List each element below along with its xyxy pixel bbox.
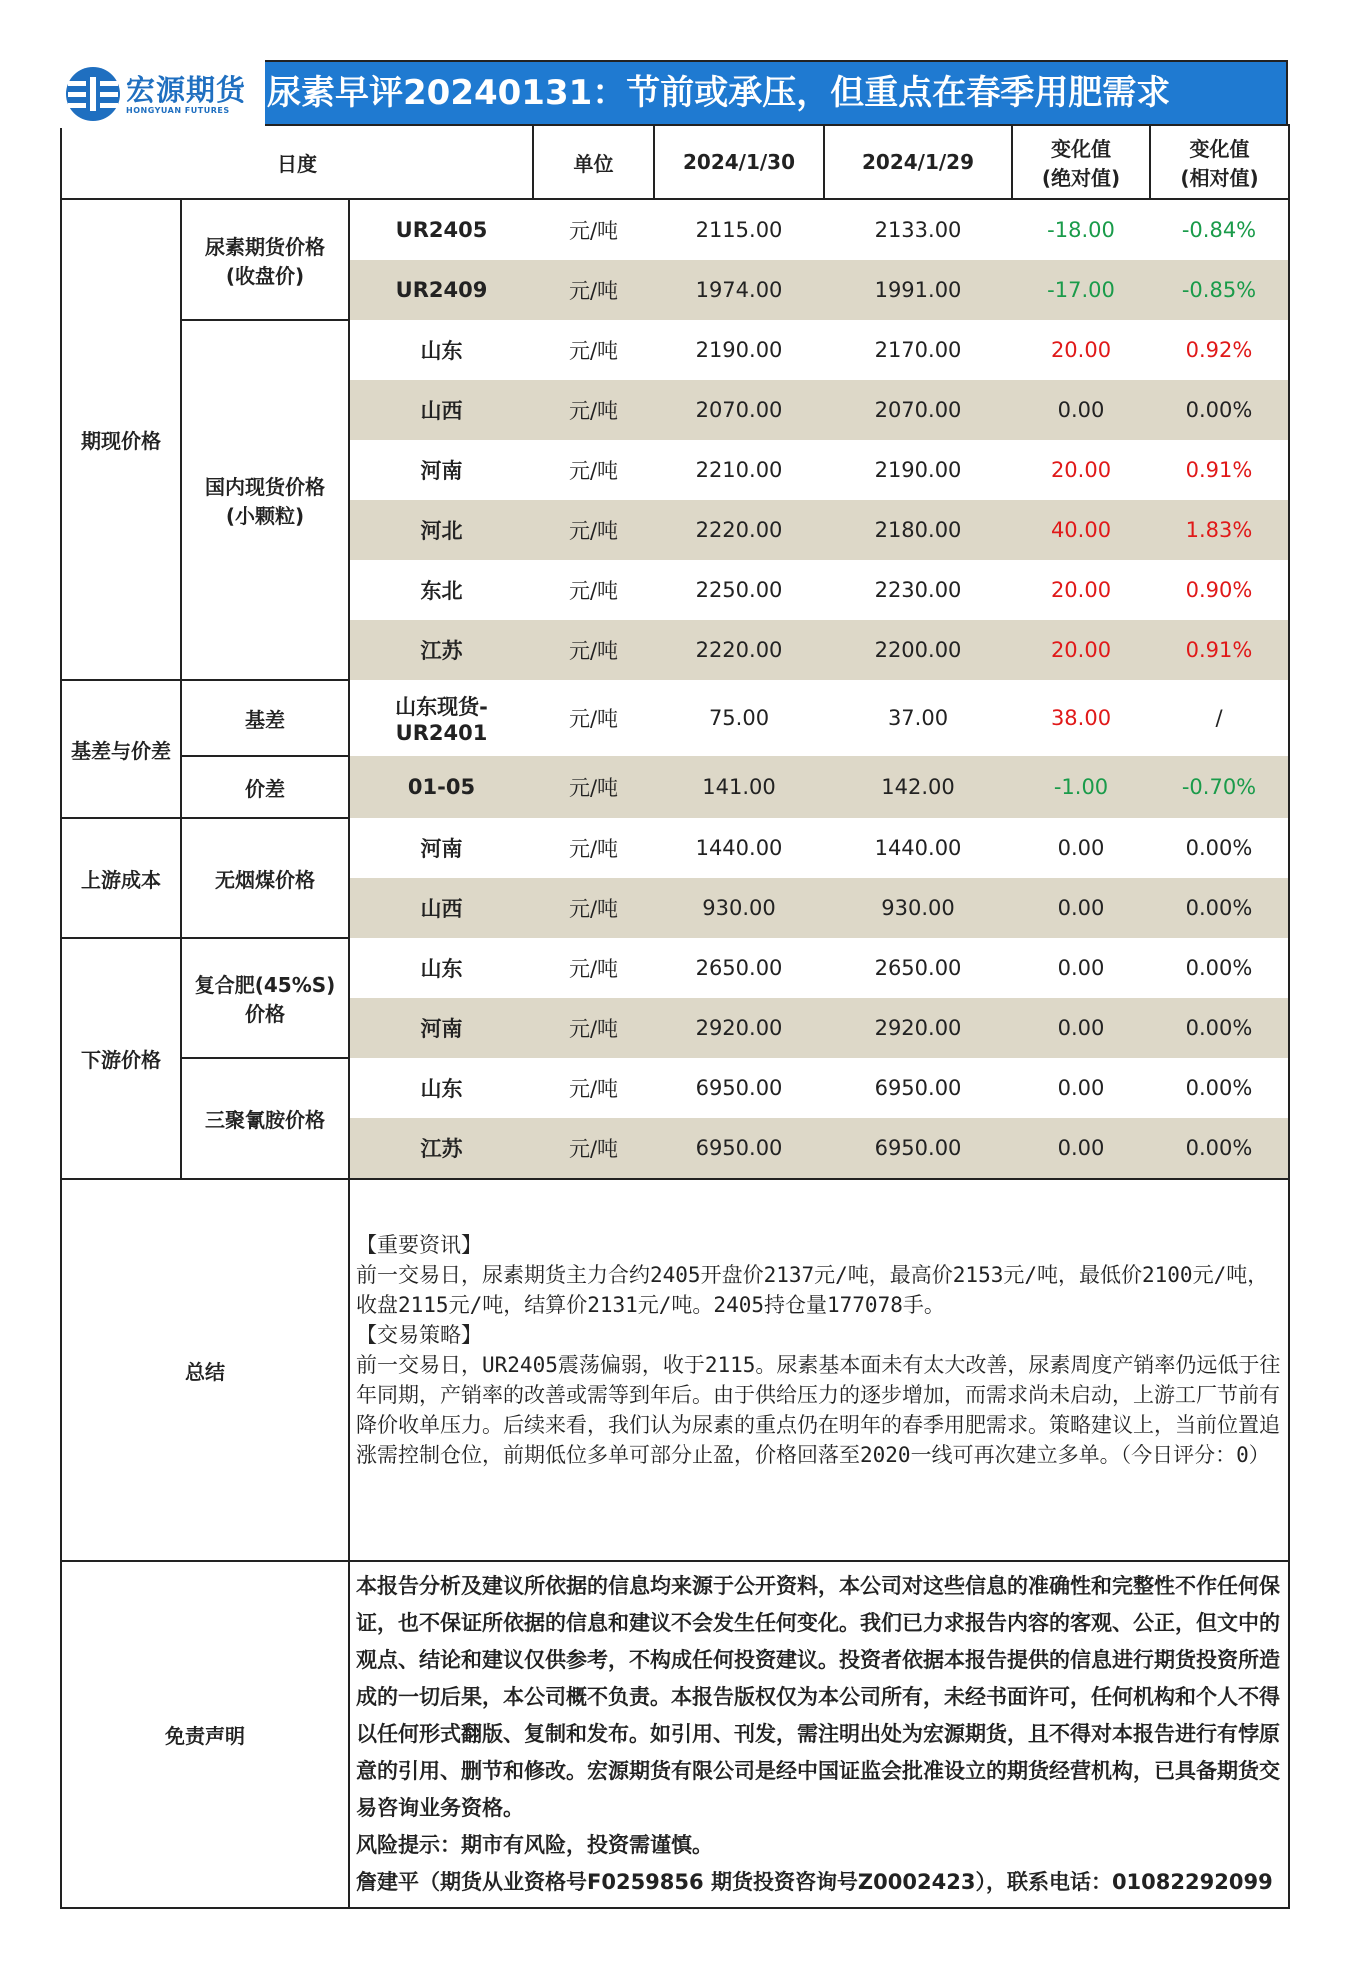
strategy-body: 前一交易日，UR2405震荡偏弱，收于2115。尿素基本面未有太大改善，尿素周度产销率仍远低于往年同期，产销率的改善或需等到年后。由于供给压力的逐步增加，而需求尚未启动，上游工厂节前有降价收单压力。后续来看，我们认为尿素的重点仍在明年的春季用肥需求。策略建议上，当前位置追涨需控制仓位，前期低位多单可部分止盈，价格回落至2020一线可再次建立多单。（今日评分：0） (356, 1353, 1281, 1467)
row-unit: 元/吨 (533, 938, 654, 998)
domestic-spot-line2: (小颗粒) (225, 504, 305, 528)
row-unit: 元/吨 (533, 878, 654, 938)
row-value-1: 1440.00 (654, 818, 824, 878)
row-unit: 元/吨 (533, 1118, 654, 1179)
header-rel-change-line1: 变化值 (1189, 137, 1250, 161)
row-value-2: 2133.00 (824, 199, 1012, 260)
row-abs-change: 0.00 (1012, 878, 1150, 938)
table-row (61, 756, 1289, 818)
row-name: 河南 (349, 818, 533, 878)
table-row (61, 1058, 1289, 1118)
group-spot-futures: 期现价格 (61, 199, 181, 680)
row-value-1: 2115.00 (654, 199, 824, 260)
futures-price-line2: (收盘价) (225, 263, 305, 288)
row-value-1: 141.00 (654, 756, 824, 818)
row-unit: 元/吨 (533, 500, 654, 560)
row-rel-change: 0.00% (1150, 938, 1289, 998)
row-value-1: 2210.00 (654, 440, 824, 500)
disclaimer-body: 本报告分析及建议所依据的信息均来源于公开资料，本公司对这些信息的准确性和完整性不作任何保证，也不保证所依据的信息和建议不会发生任何变化。我们已力求报告内容的客观、公正，但文中的观点、结论和建议仅供参考，不构成任何投资建议。投资者依据本报告提供的信息进行期货投资所造成的一切后果，本公司概不负责。本报告版权仅为本公司所有，未经书面许可，任何机构和个人不得以任何形式翻版、复制和发布。如引用、刊发，需注明出处为宏源期货，且不得对本报告进行有悖原意的引用、删节和修改。宏源期货有限公司是经中国证监会批准设立的期货经营机构，已具备期货交易咨询业务资格。 (356, 1574, 1280, 1820)
row-value-1: 2220.00 (654, 500, 824, 560)
row-rel-change: -0.84% (1150, 199, 1289, 260)
row-rel-change: 0.00% (1150, 380, 1289, 440)
header-dimension: 日度 (61, 125, 533, 199)
row-rel-change: 0.00% (1150, 1058, 1289, 1118)
news-title: 【重要资讯】 (356, 1233, 482, 1257)
row-abs-change: -1.00 (1012, 756, 1150, 818)
report-title: 尿素早评20240131：节前或承压，但重点在春季用肥需求 (267, 73, 1171, 113)
row-value-2: 2190.00 (824, 440, 1012, 500)
table-row (61, 680, 1289, 756)
row-value-2: 142.00 (824, 756, 1012, 818)
row-value-1: 2220.00 (654, 620, 824, 680)
row-value-2: 930.00 (824, 878, 1012, 938)
row-name: 东北 (349, 560, 533, 620)
row-value-2: 6950.00 (824, 1058, 1012, 1118)
row-name: 江苏 (349, 1118, 533, 1179)
row-unit: 元/吨 (533, 440, 654, 500)
row-value-1: 2920.00 (654, 998, 824, 1058)
row-value-1: 2070.00 (654, 380, 824, 440)
row-value-1: 930.00 (654, 878, 824, 938)
table-row (61, 938, 1289, 998)
row-rel-change: 0.00% (1150, 818, 1289, 878)
table-row (61, 199, 1289, 260)
row-abs-change: 20.00 (1012, 620, 1150, 680)
company-logo (60, 60, 265, 128)
summary-label: 总结 (61, 1179, 349, 1561)
row-value-1: 1974.00 (654, 260, 824, 320)
row-name: 01-05 (349, 756, 533, 818)
row-unit: 元/吨 (533, 680, 654, 756)
row-value-2: 2170.00 (824, 320, 1012, 380)
row-unit: 元/吨 (533, 320, 654, 380)
row-name: 江苏 (349, 620, 533, 680)
row-value-1: 2190.00 (654, 320, 824, 380)
domestic-spot-line1: 国内现货价格 (205, 475, 325, 499)
compound-line1: 复合肥(45%S) (194, 973, 336, 997)
header-abs-change (1012, 125, 1150, 199)
row-value-2: 2200.00 (824, 620, 1012, 680)
risk-warning: 风险提示：期市有风险，投资需谨慎。 (356, 1833, 713, 1857)
row-rel-change: / (1150, 680, 1289, 756)
group-futures-price (181, 199, 349, 320)
row-abs-change: 40.00 (1012, 500, 1150, 560)
row-name: UR2405 (349, 199, 533, 260)
row-value-2: 2650.00 (824, 938, 1012, 998)
table-row (61, 818, 1289, 878)
row-name: 河南 (349, 440, 533, 500)
row-rel-change: 0.00% (1150, 1118, 1289, 1179)
row-value-1: 6950.00 (654, 1118, 824, 1179)
group-upstream: 上游成本 (61, 818, 181, 938)
table-row (61, 320, 1289, 380)
report-sheet (60, 60, 1288, 1909)
row-abs-change: -18.00 (1012, 199, 1150, 260)
strategy-title: 【交易策略】 (356, 1323, 482, 1347)
disclaimer-row (61, 1561, 1289, 1908)
header-abs-change-line1: 变化值 (1051, 137, 1111, 161)
row-rel-change: 0.00% (1150, 878, 1289, 938)
disclaimer-content (349, 1561, 1289, 1908)
group-melamine: 三聚氰胺价格 (181, 1058, 349, 1179)
news-body: 前一交易日，尿素期货主力合约2405开盘价2137元/吨，最高价2153元/吨，最低价2100元/吨，收盘2115元/吨，结算价2131元/吨。2405持仓量177078手。 (356, 1263, 1269, 1317)
group-spread: 价差 (181, 756, 349, 818)
row-rel-change: -0.85% (1150, 260, 1289, 320)
group-basis: 基差 (181, 680, 349, 756)
row-abs-change: -17.00 (1012, 260, 1150, 320)
row-value-1: 2250.00 (654, 560, 824, 620)
row-abs-change: 0.00 (1012, 938, 1150, 998)
logo-text: 宏源期货 (126, 72, 247, 107)
summary-content (349, 1179, 1289, 1561)
row-unit: 元/吨 (533, 260, 654, 320)
row-unit: 元/吨 (533, 620, 654, 680)
title-bar (60, 60, 1288, 124)
group-basis-spread: 基差与价差 (61, 680, 181, 818)
summary-row (61, 1179, 1289, 1561)
row-name: UR2409 (349, 260, 533, 320)
analyst-contact: 詹建平（期货从业资格号F0259856 期货投资咨询号Z0002423），联系电话：01082292099 (356, 1870, 1273, 1894)
row-name: 山东 (349, 320, 533, 380)
row-unit: 元/吨 (533, 380, 654, 440)
group-downstream: 下游价格 (61, 938, 181, 1179)
row-unit: 元/吨 (533, 1058, 654, 1118)
futures-price-line1: 尿素期货价格 (205, 234, 325, 259)
row-unit: 元/吨 (533, 199, 654, 260)
row-abs-change: 0.00 (1012, 1118, 1150, 1179)
row-rel-change: 0.90% (1150, 560, 1289, 620)
row-unit: 元/吨 (533, 560, 654, 620)
row-name-line2: UR2401 (395, 721, 488, 745)
row-rel-change: 1.83% (1150, 500, 1289, 560)
row-value-2: 2920.00 (824, 998, 1012, 1058)
row-value-2: 37.00 (824, 680, 1012, 756)
row-value-1: 6950.00 (654, 1058, 824, 1118)
group-compound-fertilizer (181, 938, 349, 1058)
row-abs-change: 20.00 (1012, 320, 1150, 380)
header-rel-change-line2: (相对值) (1180, 166, 1259, 190)
header-date2: 2024/1/29 (824, 125, 1012, 199)
row-rel-change: 0.92% (1150, 320, 1289, 380)
row-value-2: 1991.00 (824, 260, 1012, 320)
row-value-2: 2180.00 (824, 500, 1012, 560)
row-abs-change: 20.00 (1012, 440, 1150, 500)
header-abs-change-line2: (绝对值) (1041, 166, 1121, 190)
row-name (349, 680, 533, 756)
row-rel-change: 0.91% (1150, 620, 1289, 680)
row-name: 河南 (349, 998, 533, 1058)
row-value-2: 1440.00 (824, 818, 1012, 878)
row-value-2: 6950.00 (824, 1118, 1012, 1179)
row-name: 山东 (349, 938, 533, 998)
header-date1: 2024/1/30 (654, 125, 824, 199)
row-abs-change: 0.00 (1012, 1058, 1150, 1118)
row-unit: 元/吨 (533, 756, 654, 818)
compound-line2: 价格 (245, 1002, 285, 1026)
logo-subtext: HONGYUAN FUTURES (126, 105, 230, 115)
row-abs-change: 0.00 (1012, 380, 1150, 440)
group-anthracite: 无烟煤价格 (181, 818, 349, 938)
row-abs-change: 20.00 (1012, 560, 1150, 620)
row-abs-change: 0.00 (1012, 818, 1150, 878)
header-unit: 单位 (533, 125, 654, 199)
price-table (60, 124, 1290, 1909)
row-abs-change: 0.00 (1012, 998, 1150, 1058)
row-value-2: 2070.00 (824, 380, 1012, 440)
row-name-line1: 山东现货- (395, 695, 488, 719)
row-name: 山西 (349, 380, 533, 440)
row-abs-change: 38.00 (1012, 680, 1150, 756)
row-value-1: 75.00 (654, 680, 824, 756)
table-header-row (61, 125, 1289, 199)
row-rel-change: 0.91% (1150, 440, 1289, 500)
row-name: 山西 (349, 878, 533, 938)
row-value-1: 2650.00 (654, 938, 824, 998)
header-rel-change (1150, 125, 1289, 199)
row-rel-change: 0.00% (1150, 998, 1289, 1058)
disclaimer-label: 免责声明 (61, 1561, 349, 1908)
row-name: 河北 (349, 500, 533, 560)
row-unit: 元/吨 (533, 998, 654, 1058)
row-name: 山东 (349, 1058, 533, 1118)
row-rel-change: -0.70% (1150, 756, 1289, 818)
hongyuan-logo-icon (64, 65, 122, 123)
row-value-2: 2230.00 (824, 560, 1012, 620)
row-unit: 元/吨 (533, 818, 654, 878)
group-domestic-spot (181, 320, 349, 680)
